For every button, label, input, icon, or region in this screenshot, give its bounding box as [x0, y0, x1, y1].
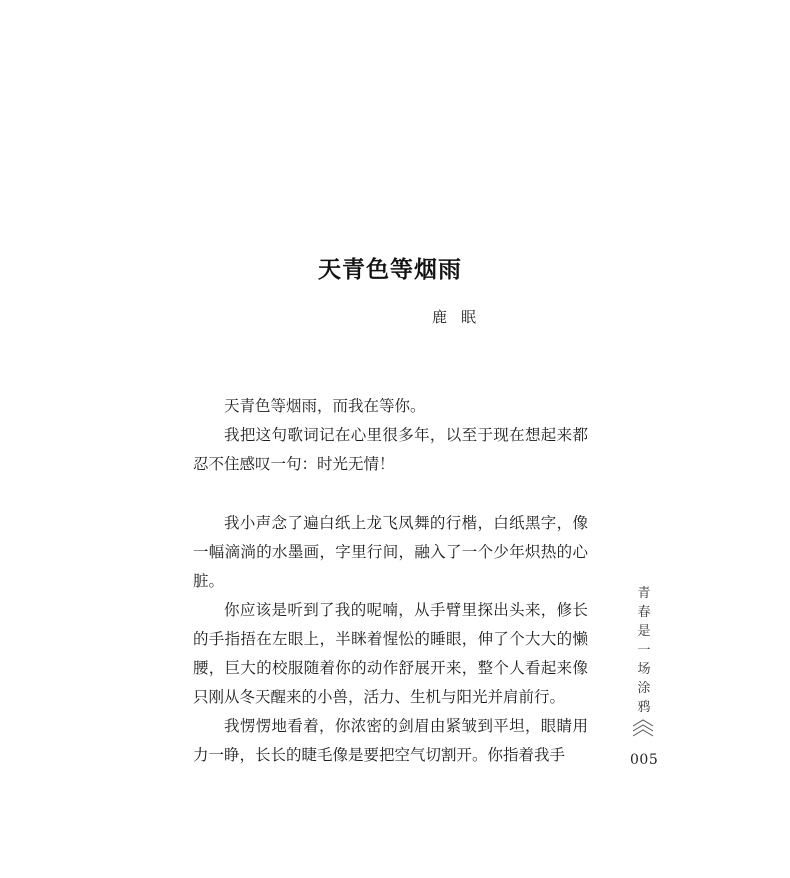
- body-text: [193, 392, 588, 770]
- paragraph-gap: [193, 479, 588, 509]
- running-title-char: 场: [637, 662, 651, 677]
- paragraph-5: 我愣愣地看着，你浓密的剑眉由紧皱到平坦，眼睛用力一睁，长长的睫毛像是要把空气切割开。你指着我手: [193, 717, 588, 764]
- chapter-title: 天青色等烟雨: [318, 256, 462, 284]
- running-title-char: 涂: [637, 681, 651, 696]
- paragraph-3: 我小声念了遍白纸上龙飞凤舞的行楷，白纸黑字，像一幅滴淌的水墨画，字里行间，融入了一个少年炽热的心脏。: [193, 514, 588, 590]
- paragraph-1: 天青色等烟雨，而我在等你。: [224, 397, 426, 415]
- running-title-char: 春: [637, 605, 651, 620]
- running-title-char: 是: [637, 624, 651, 639]
- running-title-char: 一: [637, 643, 651, 658]
- page-number: 005: [630, 752, 659, 768]
- paragraph-2: 我把这句歌词记在心里很多年，以至于现在想起来都忍不住感叹一句：时光无情！: [193, 426, 588, 473]
- running-title: [635, 584, 653, 717]
- author-name: 鹿眠: [432, 308, 491, 326]
- running-title-char: 鸦: [637, 700, 651, 715]
- paragraph-4: 你应该是听到了我的呢喃，从手臂里探出头来，修长的手指捂在左眼上，半眯着惺忪的睡眼，伸了个大大的懒腰，巨大的校服随着你的动作舒展开来，整个人看起来像只刚从冬天醒来的小兽，活力、生机与阳光并肩前行。: [193, 601, 588, 706]
- chevron-ornament-icon: [630, 718, 656, 740]
- running-title-char: 青: [637, 586, 651, 601]
